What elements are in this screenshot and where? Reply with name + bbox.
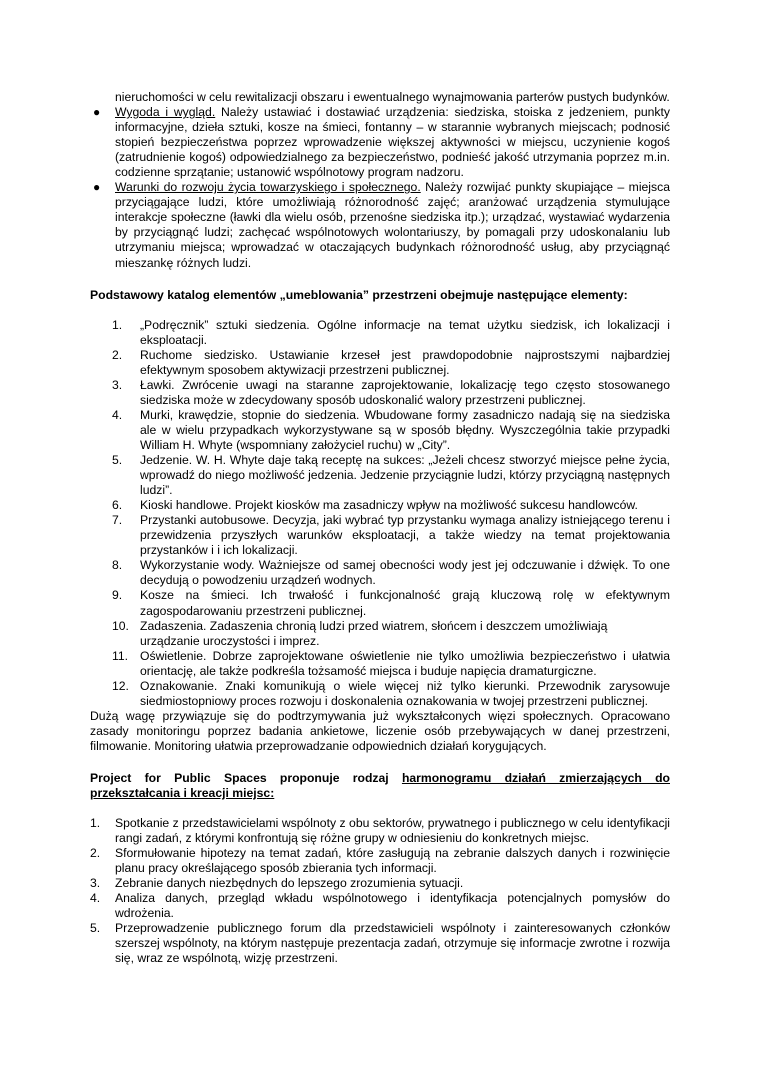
document-page	[90, 90, 670, 967]
bullet-item	[90, 180, 670, 270]
bullet-text: Należy ustawiać i dostawiać urządzenia: siedziska, stoiska z jedzeniem, punkty informacyjne, dzieła sztuki, kosze na śmieci, fontanny – w starannie wybranych miejscach; podnosić stopień bezpieczeństwa poprzez wprowadzenie większej aktywności w miejscu, uczynienie kogoś (zatrudnienie kogoś) odpowiedzialnego za bezpieczeństwo, podnieść jakość utrzymania poprzez m.in. codzienne sprzątanie; ustanowić wspólnotowy program nadzoru.	[115, 105, 670, 180]
pps-heading: Project for Public Spaces proponuje rodzaj harmonogramu działań zmierzających do przekształcania i kreacji miejsc:	[90, 770, 670, 801]
list-item: 6. Kioski handlowe. Projekt kiosków ma zasadniczy wpływ na możliwość sukcesu handlowców.	[112, 498, 638, 513]
list-item: 3. Ławki. Zwrócenie uwagi na staranne zaprojektowanie, lokalizację tego często stosowanego siedziska może w zdecydowany sposób udoskonalić walory przestrzeni publicznej.	[112, 377, 670, 407]
list-item: 1. Spotkanie z przedstawicielami wspólnoty z obu sektorów, prywatnego i publicznego w celu identyfikacji rangi zadań, z którymi konfrontują się różne grupy w odniesieniu do konkretnych miejsc.	[90, 816, 670, 846]
bullet-text: Należy rozwijać punkty skupiające – miejsca przyciągające ludzi, które umożliwiają różnorodność zajęć; aranżować urządzenia stymulujące interakcje społeczne (ławki dla wielu osób, przenośne siedziska itp.); urządzać, wystawiać wydarzenia by przyciągnąć ludzi; zachęcać wspólnotowych wolontariuszy, by pomagali przy udoskonalaniu lub utrzymaniu miejsca; wprowadzać w otaczających budynkach różnorodność usług, aby przyciągnąć mieszankę różnych ludzi.	[115, 180, 670, 270]
catalog-list	[90, 318, 670, 709]
bullet-item	[90, 105, 670, 180]
list-item: 9. Kosze na śmieci. Ich trwałość i funkcjonalność grają kluczową rolę w efektywnym zagospodarowaniu przestrzeni publicznej.	[112, 588, 670, 618]
list-item: 2. Ruchome siedzisko. Ustawianie krzeseł jest prawdopodobnie najprostszymi najbardziej efektywnym sposobem aktywizacji przestrzeni publicznej.	[112, 347, 670, 377]
monitoring-paragraph: Dużą wagę przywiązuje się do podtrzymywania już wykształconych więzi społecznych. Opracowano zasady monitoringu poprzez badania ankietowe, liczenie osób przebywających w danej przestrzeni, filmowanie. Monitoring ułatwia przeprowadzanie odpowiednich działań korygujących.	[90, 708, 670, 753]
list-item: 11. Oświetlenie. Dobrze zaprojektowane oświetlenie nie tylko umożliwia bezpieczeństwo i ułatwia orientację, ale także podkreśla tożsamość miejsca i buduje napięcia dramaturgiczne.	[112, 648, 670, 678]
list-item: 4. Murki, krawędzie, stopnie do siedzenia. Wbudowane formy zasadniczo nadają się na siedziska ale w wielu przypadkach wykorzystywane są w sposób błędny. Wyszczególnia takie przypadki William H. Whyte (wspomniany założyciel ruchu) w „City”.	[112, 407, 670, 452]
bullet-title: Warunki do rozwoju życia towarzyskiego i społecznego.	[115, 180, 421, 195]
list-item: 8. Wykorzystanie wody. Ważniejsze od samej obecności wody jest jej odczuwanie i dźwięk. To one decydują o powodzeniu urządzeń wodnych.	[112, 558, 670, 588]
list-item: 4. Analiza danych, przegląd wkładu wspólnotowego i identyfikacja potencjalnych pomysłów do wdrożenia.	[90, 891, 670, 921]
schedule-list	[90, 816, 670, 966]
list-item: 7. Przystanki autobusowe. Decyzja, jaki wybrać typ przystanku wymaga analizy istniejącego terenu i przewidzenia przyszłych warunków eksploatacji, a także wiedzy na temat projektowania przystanków i i ich lokalizacji.	[112, 513, 670, 558]
list-item: 1. „Podręcznik” sztuki siedzenia. Ogólne informacje na temat użytku siedzisk, ich lokalizacji i eksploatacji.	[112, 317, 670, 347]
bullet-title: Wygoda i wygląd.	[115, 105, 216, 120]
pps-heading-underlined: harmonogramu działań zmierzających do przekształcania i kreacji miejsc:	[90, 770, 670, 801]
continuation-paragraph: nieruchomości w celu rewitalizacji obszaru i ewentualnego wynajmowania parterów pustych budynków.	[115, 90, 670, 104]
list-item: 10. Zadaszenia. Zadaszenia chronią ludzi przed wiatrem, słońcem i deszczem umożliwiają urządzanie uroczystości i imprez.	[112, 618, 608, 648]
list-item: 12. Oznakowanie. Znaki komunikują o wiele więcej niż tylko kierunki. Przewodnik zarysowuje siedmiostopniowy proces rozwoju i doskonalenia oznakowania w twojej przestrzeni publicznej.	[112, 678, 670, 708]
bullet-list	[90, 105, 670, 271]
list-item: 5. Przeprowadzenie publicznego forum dla przedstawicieli wspólnoty i zainteresowanych członków szerszej wspólnoty, na którym następuje prezentacja zadań, otrzymuje się informacje zwrotne i rozwija się, wraz ze wspólnotą, wizję przestrzeni.	[90, 921, 670, 966]
list-item: 2. Sformułowanie hipotezy na temat zadań, które zasługują na zebranie dalszych danych i rozwinięcie planu pracy określającego sposób zbierania tych informacji.	[90, 846, 670, 876]
catalog-heading: Podstawowy katalog elementów „umeblowania” przestrzeni obejmuje następujące elementy:	[90, 287, 628, 302]
bullet-dot-icon: ●	[93, 105, 101, 120]
list-item: 5. Jedzenie. W. H. Whyte daje taką receptę na sukces: „Jeżeli chcesz stworzyć miejsce pełne życia, wprowadź do niego możliwość jedzenia. Jedzenie przyciągnie ludzi, którzy przyciągną następnych ludzi”.	[112, 453, 670, 498]
bullet-dot-icon: ●	[93, 180, 101, 195]
list-item: 3. Zebranie danych niezbędnych do lepszego zrozumienia sytuacji.	[90, 876, 464, 891]
